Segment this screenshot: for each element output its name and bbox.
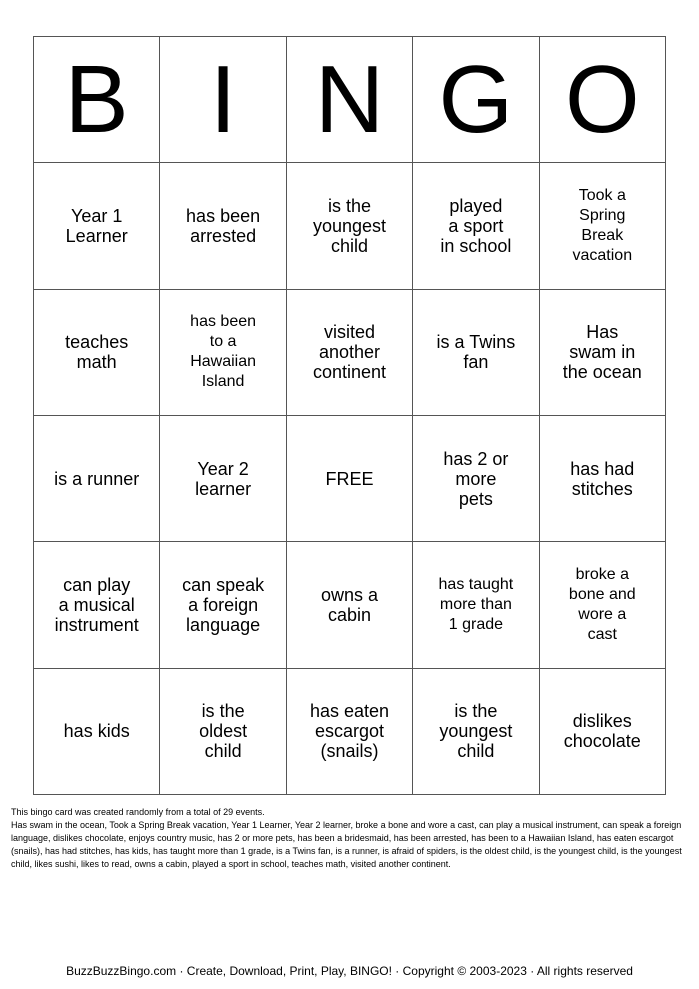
bingo-cell: has been arrested <box>160 163 286 289</box>
free-space: FREE <box>287 416 413 542</box>
bingo-cell: can play a musical instrument <box>34 542 160 668</box>
bingo-cell: is the oldest child <box>160 669 286 795</box>
bingo-card <box>33 36 666 795</box>
bingo-cell: dislikes chocolate <box>540 669 666 795</box>
bingo-cell: played a sport in school <box>413 163 539 289</box>
bingo-cell: visited another continent <box>287 290 413 416</box>
note-event-list: Has swam in the ocean, Took a Spring Break vacation, Year 1 Learner, Year 2 learner, broke a bone and wore a cast, can play a musical instrument, can speak a foreign language, dislikes chocolate, enjoys country music, has 2 or more pets, has been a bridesmaid, has been arrested, has been to a Hawaiian Island, has eaten escargot (snails), has had stitches, has kids, has taught more than 1 grade, is a Twins fan, is a runner, is afraid of spiders, is the oldest child, is the youngest child, is the youngest child, likes sushi, likes to read, owns a cabin, played a sport in school, teaches math, visited another continent. <box>11 820 682 869</box>
note-summary: This bingo card was created randomly from a total of 29 events. <box>11 807 265 817</box>
header-letter-b: B <box>34 37 160 163</box>
bingo-cell: has kids <box>34 669 160 795</box>
bingo-cell: has taught more than 1 grade <box>413 542 539 668</box>
bingo-cell: owns a cabin <box>287 542 413 668</box>
bingo-cell: can speak a foreign language <box>160 542 286 668</box>
header-letter-n: N <box>287 37 413 163</box>
bingo-cell: has been to a Hawaiian Island <box>160 290 286 416</box>
bingo-cell: has 2 or more pets <box>413 416 539 542</box>
bingo-cell: is a runner <box>34 416 160 542</box>
copyright-footer: BuzzBuzzBingo.com · Create, Download, Print, Play, BINGO! · Copyright © 2003-2023 · All rights reserved <box>66 964 633 978</box>
bingo-cell: Took a Spring Break vacation <box>540 163 666 289</box>
bingo-cell: teaches math <box>34 290 160 416</box>
bingo-cell: Has swam in the ocean <box>540 290 666 416</box>
bingo-cell: has eaten escargot (snails) <box>287 669 413 795</box>
header-letter-g: G <box>413 37 539 163</box>
event-list-note <box>11 806 691 871</box>
bingo-cell: Year 2 learner <box>160 416 286 542</box>
bingo-cell: is a Twins fan <box>413 290 539 416</box>
header-letter-i: I <box>160 37 286 163</box>
header-letter-o: O <box>540 37 666 163</box>
bingo-cell: Year 1 Learner <box>34 163 160 289</box>
bingo-cell: is the youngest child <box>413 669 539 795</box>
bingo-cell: has had stitches <box>540 416 666 542</box>
bingo-cell: is the youngest child <box>287 163 413 289</box>
bingo-cell: broke a bone and wore a cast <box>540 542 666 668</box>
